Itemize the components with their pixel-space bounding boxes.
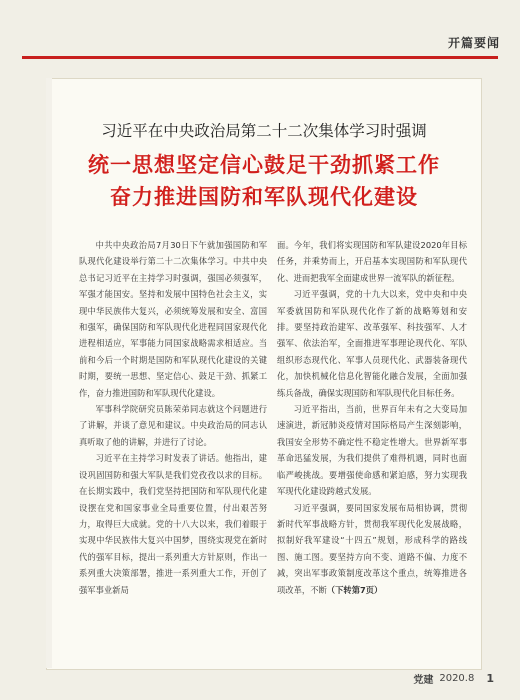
article-title-line1: 统一思想坚定信心鼓足干劲抓紧工作 <box>88 153 440 177</box>
article-title-line2: 奋力推进国防和军队现代化建设 <box>110 185 418 209</box>
paragraph-continued: 面。今年，我们将实现国防和军队建设2020年目标任务，并乘势而上，开启基本实现国防和军队现代化、进而把我军全面建成世界一流军队的新征程。 <box>277 240 467 283</box>
continued-note: （下转第7页） <box>326 584 383 595</box>
article-kicker: 习近平在中央政治局第二十二次集体学习时强调 <box>101 122 427 140</box>
page-number: 1 <box>486 672 494 685</box>
paragraph: 军事科学院研究员陈荣弟同志就这个问题进行了讲解，并谈了意见和建议。中央政治局的同志认真听取了他的讲解，并进行了讨论。 <box>79 404 267 447</box>
paragraph: 中共中央政治局7月30日下午就加强国防和军队现代化建设举行第二十二次集体学习。中共中央总书记习近平在主持学习时强调，强国必须强军，军强才能国安。坚持和发展中国特色社会主义，实现中华民族伟大复兴，必须统筹发展和安全、富国和强军，确保国防和军队现代化进程同国家现代化进程相适应，军事能力同国家战略需求相适应。当前和今后一个时期是国防和军队现代化建设的关键时期，要统一思想、坚定信心、鼓足干劲、抓紧工作，奋力推进国防和军队现代化建设。 <box>79 240 267 398</box>
section-tag: 开篇要闻 <box>447 36 500 50</box>
page-footer <box>413 671 494 686</box>
paragraph-text: 习近平强调，要同国家发展布局相协调，贯彻新时代军事战略方针，贯彻我军现代化发展战略，拟制好我军建设“十四五”规划，形成科学的路线图、施工图。要坚持方向不变、道路不偏、力度不减，突出军事政策制度改革这个重点，统筹推进各项改革，不断 <box>277 502 467 595</box>
footer-issue: 2020.8 <box>439 673 475 684</box>
paragraph: 习近平强调，党的十九大以来，党中央和中央军委就国防和军队现代化作了新的战略筹划和安排。要坚持政治建军、改革强军、科技强军、人才强军、依法治军，全面推进军事理论现代化、军队组织形态现代化、军事人员现代化、武器装备现代化，加快机械化信息化智能化融合发展，全面加强练兵备战，确保实现国防和军队现代化目标任务。 <box>277 289 467 398</box>
article-box <box>46 78 482 670</box>
paragraph: 习近平指出，当前，世界百年未有之大变局加速演进，新冠肺炎疫情对国际格局产生深刻影响，我国安全形势不确定性不稳定性增大。世界新军事革命迅猛发展，为我们提供了难得机遇，同时也面临严峻挑战。要增强使命感和紧迫感，努力实现我军现代化建设跨越式发展。 <box>277 404 467 497</box>
paragraph-last <box>277 500 467 598</box>
paragraph: 习近平在主持学习时发表了讲话。他指出，建设巩固国防和强大军队是我们党孜孜以求的目标。在长期实践中，我们党坚持把国防和军队现代化建设摆在党和国家事业全局重要位置，付出艰苦努力，取得巨大成就。党的十八大以来，我们着眼于实现中华民族伟大复兴中国梦，围绕实现党在新时代的强军目标，提出一系列重大方针原则，作出一系列重大决策部署，推进一系列重大工作，开创了强军事业新局 <box>79 453 267 595</box>
footer-brand: 党建 <box>413 675 434 686</box>
top-rule <box>22 56 498 59</box>
article-column-left <box>79 237 267 598</box>
article-column-right <box>277 237 467 598</box>
